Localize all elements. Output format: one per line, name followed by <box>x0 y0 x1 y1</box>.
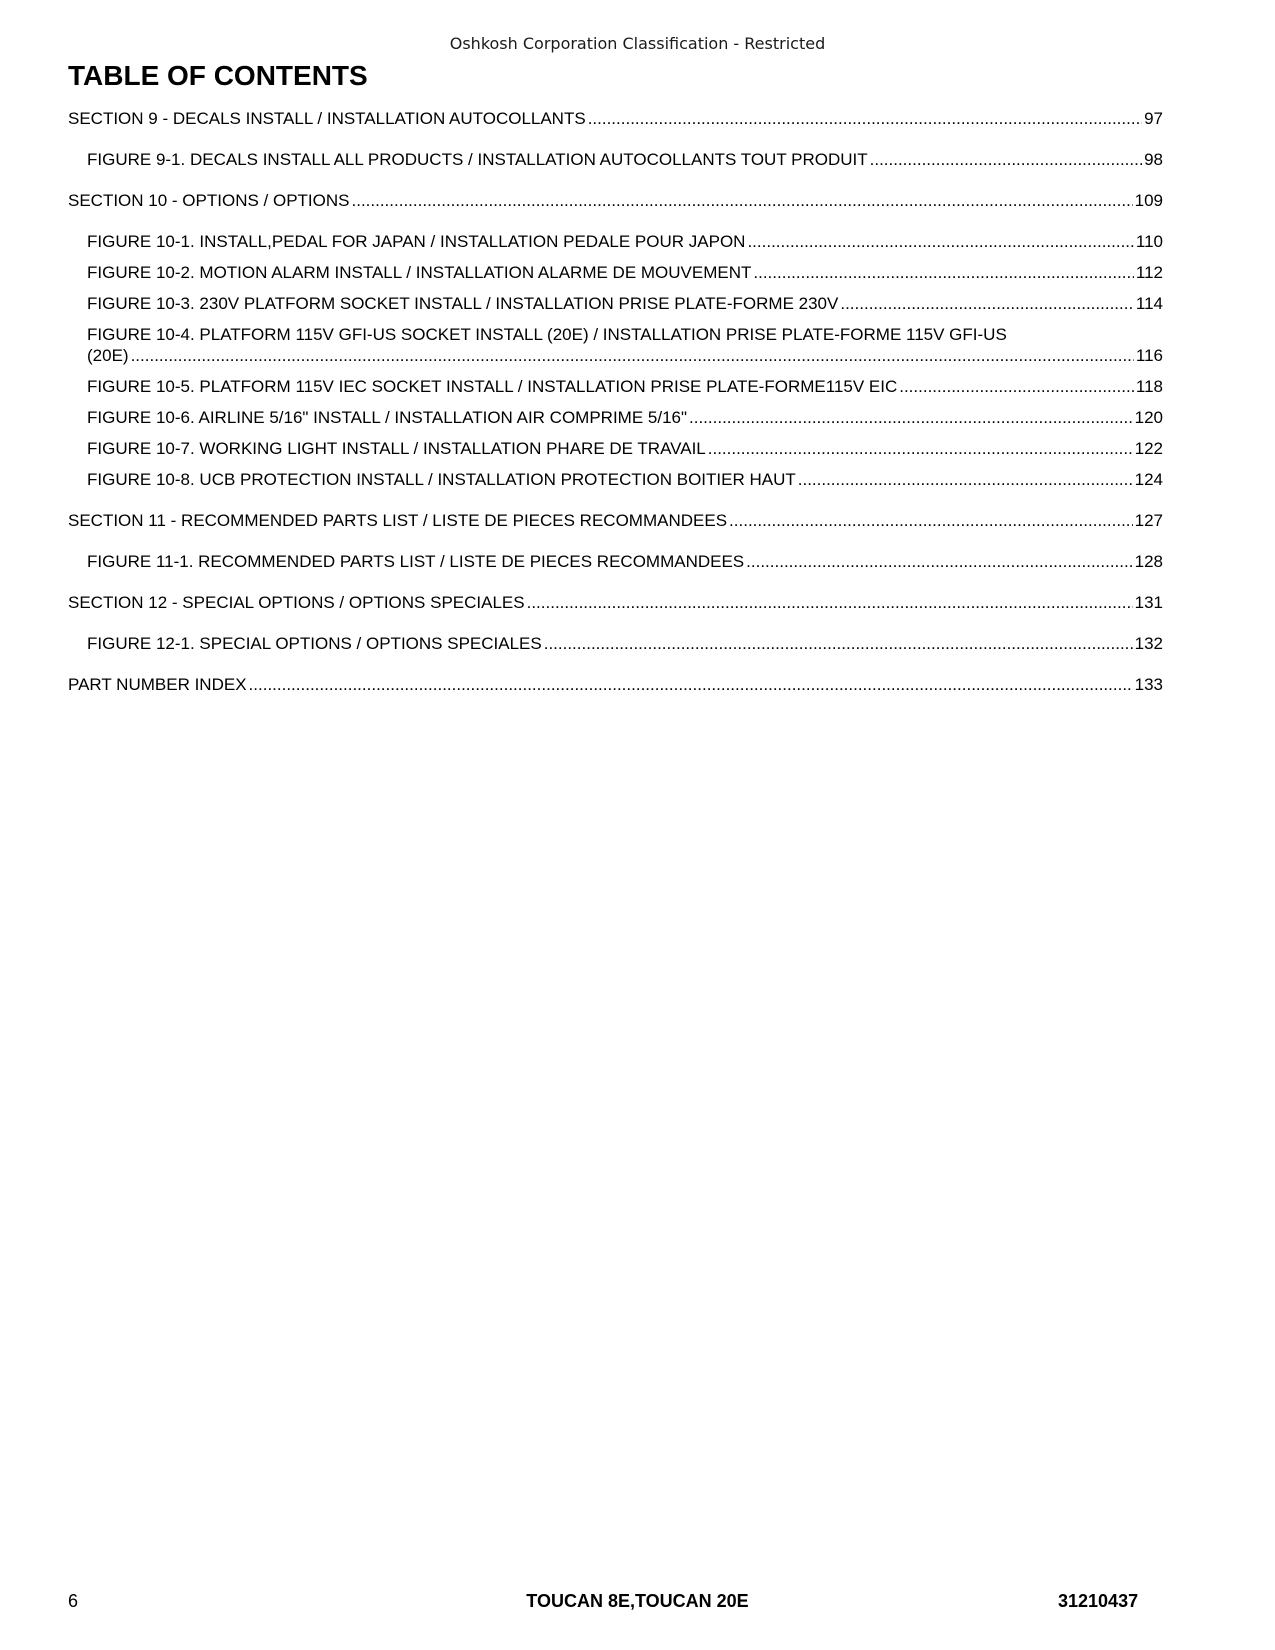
toc-entry-label-continued: (20E) <box>87 346 129 365</box>
dot-leader <box>870 149 1142 170</box>
toc-entry-label: FIGURE 10-8. UCB PROTECTION INSTALL / INSTALLATION PROTECTION BOITIER HAUT <box>87 470 796 489</box>
toc-entry-page: 112 <box>1135 263 1163 282</box>
toc-entry-figure-10-4[interactable] <box>87 324 1163 366</box>
toc-entry-page: 132 <box>1134 634 1163 653</box>
footer-page-number: 6 <box>68 1591 79 1611</box>
toc-entry-page: 114 <box>1135 294 1163 313</box>
toc-entry-label: SECTION 11 - RECOMMENDED PARTS LIST / LISTE DE PIECES RECOMMANDEES <box>68 511 728 530</box>
toc-entry-page: 98 <box>1144 150 1163 169</box>
dot-leader <box>249 674 1133 695</box>
toc-entry-figure-9-1[interactable] <box>87 149 1163 170</box>
toc-entry-figure-11-1[interactable] <box>87 551 1163 572</box>
classification-header: Oshkosh Corporation Classification - Restricted <box>449 34 826 53</box>
toc-entry-figure-10-2[interactable] <box>87 262 1163 283</box>
dot-leader <box>131 345 1134 366</box>
toc-entry-figure-10-1[interactable] <box>87 231 1163 252</box>
toc-entry-label: FIGURE 11-1. RECOMMENDED PARTS LIST / LISTE DE PIECES RECOMMANDEES <box>87 552 745 571</box>
footer-document-number: 31210437 <box>1058 1591 1139 1611</box>
toc-entry-label: SECTION 9 - DECALS INSTALL / INSTALLATION AUTOCOLLANTS <box>68 109 586 128</box>
dot-leader <box>689 407 1133 428</box>
toc-entry-label: FIGURE 10-7. WORKING LIGHT INSTALL / INSTALLATION PHARE DE TRAVAIL <box>87 439 706 458</box>
toc-entry-label: FIGURE 10-4. PLATFORM 115V GFI-US SOCKET INSTALL (20E) / INSTALLATION PRISE PLATE-FORME 115V GFI-US <box>87 325 1007 344</box>
toc-entry-part-number-index[interactable] <box>68 674 1163 695</box>
toc-entry-label: FIGURE 10-3. 230V PLATFORM SOCKET INSTALL / INSTALLATION PRISE PLATE-FORME 230V <box>87 294 839 313</box>
toc-entry-page: 133 <box>1134 675 1163 694</box>
toc-entry-section-10[interactable] <box>68 190 1163 211</box>
dot-leader <box>746 551 1132 572</box>
toc-entry-page: 124 <box>1134 470 1163 489</box>
toc-entry-label: FIGURE 10-1. INSTALL,PEDAL FOR JAPAN / INSTALLATION PEDALE POUR JAPON <box>87 232 746 251</box>
toc-entry-label: FIGURE 10-5. PLATFORM 115V IEC SOCKET INSTALL / INSTALLATION PRISE PLATE-FORME115V EIC <box>87 377 898 396</box>
dot-leader <box>544 633 1133 654</box>
toc-entry-label: FIGURE 10-6. AIRLINE 5/16" INSTALL / INSTALLATION AIR COMPRIME 5/16" <box>87 408 688 427</box>
footer-models: TOUCAN 8E,TOUCAN 20E <box>526 1591 749 1611</box>
toc-entry-label: SECTION 12 - SPECIAL OPTIONS / OPTIONS SPECIALES <box>68 593 525 612</box>
dot-leader <box>708 438 1133 459</box>
toc-entry-figure-10-6[interactable] <box>87 407 1163 428</box>
toc-entry-page: 116 <box>1135 346 1163 365</box>
toc-entry-figure-10-8[interactable] <box>87 469 1163 490</box>
toc-entry-label: PART NUMBER INDEX <box>68 675 247 694</box>
toc-entry-section-12[interactable] <box>68 592 1163 613</box>
dot-leader <box>352 190 1133 211</box>
dot-leader <box>747 231 1133 252</box>
dot-leader <box>840 293 1134 314</box>
toc-entry-page: 127 <box>1134 511 1163 530</box>
toc-entry-page: 120 <box>1134 408 1163 427</box>
dot-leader <box>588 108 1142 129</box>
toc-entry-figure-10-7[interactable] <box>87 438 1163 459</box>
toc-entry-label: SECTION 10 - OPTIONS / OPTIONS <box>68 191 350 210</box>
dot-leader <box>798 469 1133 490</box>
toc-entry-figure-12-1[interactable] <box>87 633 1163 654</box>
toc-entry-page: 131 <box>1134 593 1163 612</box>
toc-entry-label: FIGURE 12-1. SPECIAL OPTIONS / OPTIONS SPECIALES <box>87 634 542 653</box>
page-title: TABLE OF CONTENTS <box>68 60 368 91</box>
toc-entry-section-11[interactable] <box>68 510 1163 531</box>
toc-entry-section-9[interactable] <box>68 108 1163 129</box>
toc-entry-figure-10-3[interactable] <box>87 293 1163 314</box>
dot-leader <box>729 510 1133 531</box>
toc-entry-page: 110 <box>1135 232 1163 251</box>
toc-entry-label: FIGURE 10-2. MOTION ALARM INSTALL / INSTALLATION ALARME DE MOUVEMENT <box>87 263 752 282</box>
dot-leader <box>899 376 1134 397</box>
dot-leader <box>527 592 1133 613</box>
toc-entry-page: 118 <box>1135 377 1163 396</box>
toc-entry-page: 128 <box>1134 552 1163 571</box>
toc-entry-page: 97 <box>1144 109 1163 128</box>
toc-entry-figure-10-5[interactable] <box>87 376 1163 397</box>
toc-entry-label: FIGURE 9-1. DECALS INSTALL ALL PRODUCTS / INSTALLATION AUTOCOLLANTS TOUT PRODUIT <box>87 150 868 169</box>
toc-entry-page: 122 <box>1134 439 1163 458</box>
dot-leader <box>753 262 1134 283</box>
toc-entry-page: 109 <box>1134 191 1163 210</box>
